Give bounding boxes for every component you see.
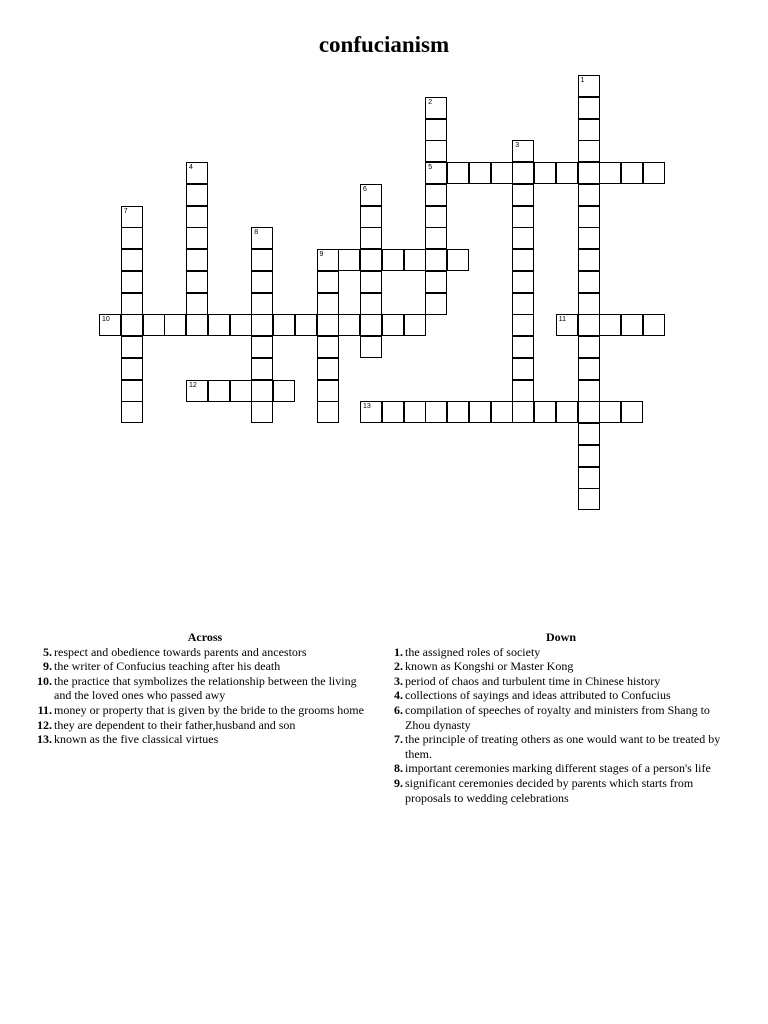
- clue-across-13: 13. known as the five classical virtues: [37, 732, 219, 747]
- cell-number: 10: [102, 316, 110, 324]
- grid-cell[interactable]: [599, 314, 621, 336]
- grid-cell[interactable]: [425, 162, 447, 184]
- grid-cell[interactable]: [251, 358, 273, 380]
- grid-cell[interactable]: [425, 140, 447, 162]
- grid-cell[interactable]: [643, 162, 665, 184]
- grid-cell[interactable]: [360, 314, 382, 336]
- grid-cell[interactable]: [360, 249, 382, 271]
- grid-cell[interactable]: [295, 314, 317, 336]
- grid-cell[interactable]: [317, 249, 339, 271]
- grid-cell[interactable]: [121, 227, 143, 249]
- cell-number: 12: [189, 381, 197, 389]
- down-clues: [389, 630, 733, 805]
- grid-cell[interactable]: [578, 467, 600, 489]
- grid-cell[interactable]: [578, 358, 600, 380]
- grid-cell[interactable]: [578, 423, 600, 445]
- grid-cell[interactable]: [425, 119, 447, 141]
- grid-cell[interactable]: [360, 336, 382, 358]
- grid-cell[interactable]: [208, 380, 230, 402]
- cell-number: 8: [254, 229, 259, 237]
- grid-cell[interactable]: [251, 249, 273, 271]
- grid-cell[interactable]: [578, 336, 600, 358]
- grid-cell[interactable]: [317, 271, 339, 293]
- grid-cell[interactable]: [621, 401, 643, 423]
- grid-cell[interactable]: [186, 380, 208, 402]
- grid-cell[interactable]: [404, 314, 426, 336]
- clue-across-10: 10. the practice that symbolizes the relationship between the living and the loved ones who passed awy: [37, 673, 357, 703]
- grid-cell[interactable]: [512, 227, 534, 249]
- clue-down-8: 8. important ceremonies marking different stages of a person's life: [394, 761, 711, 776]
- grid-cell[interactable]: [360, 184, 382, 206]
- cell-number: 1: [580, 77, 585, 84]
- grid-cell[interactable]: [186, 162, 208, 184]
- grid-cell[interactable]: [186, 314, 208, 336]
- grid-cell[interactable]: [599, 401, 621, 423]
- grid-cell[interactable]: [121, 358, 143, 380]
- across-heading: Across: [187, 630, 223, 644]
- cell-number: 5: [428, 164, 433, 171]
- grid-cell[interactable]: [425, 271, 447, 293]
- grid-cell[interactable]: [121, 336, 143, 358]
- grid-cell[interactable]: [578, 488, 600, 510]
- cell-number: 4: [189, 164, 193, 171]
- grid-cell[interactable]: [273, 314, 295, 336]
- grid-cell[interactable]: [469, 401, 491, 423]
- grid-cell[interactable]: [512, 401, 534, 423]
- grid-cell[interactable]: [512, 249, 534, 271]
- clue-down-4: 4. collections of sayings and ideas attributed to Confucius: [394, 688, 671, 703]
- clue-across-12: 12. they are dependent to their father,husband and son: [37, 717, 296, 732]
- grid-cell[interactable]: [447, 162, 469, 184]
- grid-cell[interactable]: [425, 184, 447, 206]
- grid-cell[interactable]: [121, 293, 143, 315]
- grid-cell[interactable]: [578, 445, 600, 467]
- grid-cell[interactable]: [534, 401, 556, 423]
- grid-cell[interactable]: [512, 162, 534, 184]
- grid-cell[interactable]: [578, 162, 600, 184]
- grid-cell[interactable]: [317, 380, 339, 402]
- grid-cell[interactable]: [599, 162, 621, 184]
- grid-cell[interactable]: [578, 249, 600, 271]
- grid-cell[interactable]: [578, 184, 600, 206]
- grid-cell[interactable]: [360, 293, 382, 315]
- puzzle-title: confucianism: [318, 32, 450, 57]
- grid-cell[interactable]: [425, 227, 447, 249]
- grid-cell[interactable]: [99, 314, 121, 336]
- grid-cell[interactable]: [338, 249, 360, 271]
- grid-cell[interactable]: [121, 380, 143, 402]
- grid-cell[interactable]: [186, 227, 208, 249]
- clue-across-11: 11. money or property that is given by the bride to the grooms home: [37, 702, 364, 717]
- grid-cell[interactable]: [425, 293, 447, 315]
- grid-cell[interactable]: [251, 380, 273, 402]
- grid-cell[interactable]: [338, 314, 360, 336]
- grid-cell[interactable]: [534, 162, 556, 184]
- grid-cell[interactable]: [447, 401, 469, 423]
- grid-cell[interactable]: [382, 314, 404, 336]
- clue-down-2: 2. known as Kongshi or Master Kong: [394, 659, 574, 674]
- grid-cell[interactable]: [251, 314, 273, 336]
- grid-cell[interactable]: [382, 401, 404, 423]
- grid-cell[interactable]: [251, 293, 273, 315]
- grid-cell[interactable]: [121, 401, 143, 423]
- clue-down-6: 6. compilation of speeches of royalty and ministers from Shang to Zhou dynasty: [394, 702, 710, 732]
- grid-cell[interactable]: [404, 401, 426, 423]
- cell-number: 11: [558, 316, 567, 324]
- grid-cell[interactable]: [186, 249, 208, 271]
- grid-cell[interactable]: [578, 140, 600, 162]
- clue-across-9: 9. the writer of Confucius teaching after his death: [43, 659, 281, 674]
- cell-number: 3: [515, 142, 520, 150]
- grid-cell[interactable]: [578, 401, 600, 423]
- grid-cell[interactable]: [512, 271, 534, 293]
- grid-cell[interactable]: [121, 271, 143, 293]
- grid-cell[interactable]: [230, 314, 252, 336]
- grid-cell[interactable]: [578, 271, 600, 293]
- grid-cell[interactable]: [186, 293, 208, 315]
- grid-cell[interactable]: [360, 227, 382, 249]
- grid-cell[interactable]: [317, 401, 339, 423]
- grid-cell[interactable]: [317, 314, 339, 336]
- grid-cell[interactable]: [578, 97, 600, 119]
- grid-cell[interactable]: [491, 162, 513, 184]
- grid-cell[interactable]: [317, 358, 339, 380]
- grid-cell[interactable]: [578, 206, 600, 228]
- grid-cell[interactable]: [578, 293, 600, 315]
- clue-down-1: 1. the assigned roles of society: [394, 644, 541, 659]
- grid-cell[interactable]: [121, 314, 143, 336]
- grid-cell[interactable]: [360, 271, 382, 293]
- grid-cell[interactable]: [447, 249, 469, 271]
- grid-cell[interactable]: [556, 314, 578, 336]
- clue-down-7: 7. the principle of treating others as one would want to be treated by them.: [394, 732, 721, 761]
- grid-cell[interactable]: [578, 227, 600, 249]
- grid-cell[interactable]: [382, 249, 404, 271]
- grid-cell[interactable]: [556, 162, 578, 184]
- grid-cell[interactable]: [186, 184, 208, 206]
- grid-cell[interactable]: [186, 206, 208, 228]
- grid-cell[interactable]: [121, 206, 143, 228]
- clue-down-3: 3. period of chaos and turbulent time in Chinese history: [394, 673, 661, 688]
- grid-cell[interactable]: [512, 293, 534, 315]
- cell-number: 13: [363, 403, 371, 411]
- grid-cell[interactable]: [360, 401, 382, 423]
- grid-cell[interactable]: [512, 314, 534, 336]
- grid-cell[interactable]: [186, 271, 208, 293]
- grid-cell[interactable]: [621, 162, 643, 184]
- down-heading: Down: [545, 630, 576, 644]
- grid-cell[interactable]: [317, 293, 339, 315]
- grid-cell[interactable]: [556, 401, 578, 423]
- grid-cell[interactable]: [512, 336, 534, 358]
- grid-cell[interactable]: [512, 358, 534, 380]
- grid-cell[interactable]: [512, 380, 534, 402]
- grid-cell[interactable]: [578, 380, 600, 402]
- grid-cell[interactable]: [425, 401, 447, 423]
- clue-across-5: 5. respect and obedience towards parents and ancestors: [43, 644, 307, 659]
- grid-cell[interactable]: [425, 97, 447, 119]
- grid-cell[interactable]: [425, 206, 447, 228]
- grid-cell[interactable]: [469, 162, 491, 184]
- grid-cell[interactable]: [404, 249, 426, 271]
- grid-cell[interactable]: [425, 249, 447, 271]
- grid-cell[interactable]: [251, 401, 273, 423]
- grid-cell[interactable]: [208, 314, 230, 336]
- grid-cell[interactable]: [491, 401, 513, 423]
- grid-cell[interactable]: [360, 206, 382, 228]
- grid-cell[interactable]: [143, 314, 165, 336]
- grid-cell[interactable]: [230, 380, 252, 402]
- grid-cell[interactable]: [512, 140, 534, 162]
- grid-cell[interactable]: [578, 314, 600, 336]
- cell-number: 2: [428, 98, 433, 106]
- grid-cell[interactable]: [317, 336, 339, 358]
- grid-cell[interactable]: [273, 380, 295, 402]
- grid-cell[interactable]: [251, 336, 273, 358]
- cell-number: 6: [363, 185, 367, 193]
- grid-cell[interactable]: [578, 75, 600, 97]
- grid-cell[interactable]: [251, 271, 273, 293]
- cell-number: 9: [319, 251, 324, 258]
- grid-cell[interactable]: [512, 206, 534, 228]
- grid-cell[interactable]: [164, 314, 186, 336]
- grid-cell[interactable]: [121, 249, 143, 271]
- grid-cell[interactable]: [643, 314, 665, 336]
- across-clues: [38, 630, 372, 747]
- grid-cell[interactable]: [251, 227, 273, 249]
- grid-cell[interactable]: [512, 184, 534, 206]
- clue-down-9: 9. significant ceremonies decided by parents which starts from proposals to wedding celebrations: [394, 775, 694, 805]
- grid-cell[interactable]: [621, 314, 643, 336]
- grid-cell[interactable]: [578, 119, 600, 141]
- cell-number: 7: [123, 207, 128, 215]
